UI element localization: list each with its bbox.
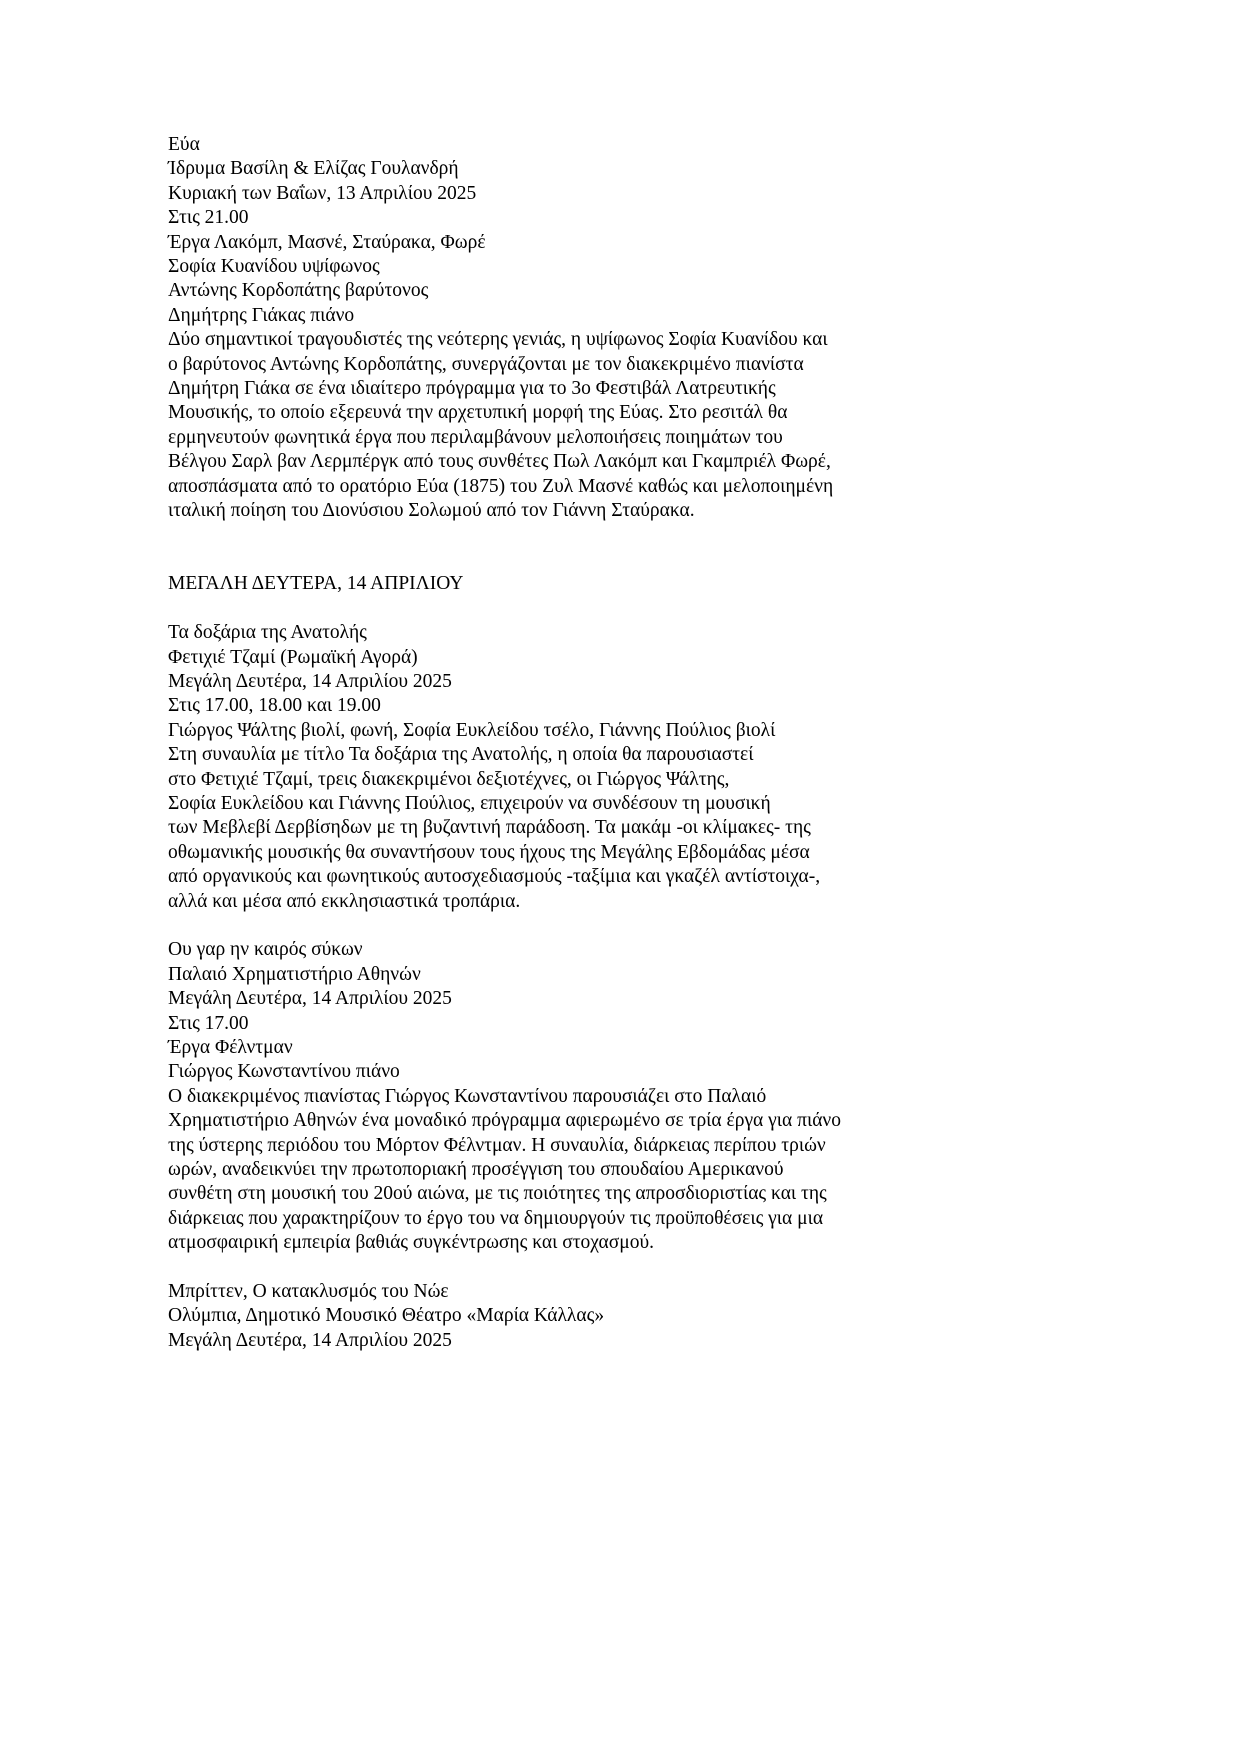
event-time: Στις 17.00: [168, 1012, 249, 1034]
event-description-line: Ο διακεκριμένος πιανίστας Γιώργος Κωνσταντίνου παρουσιάζει στο Παλαιό: [168, 1085, 767, 1107]
event-description-line: Χρηματιστήριο Αθηνών ένα μοναδικό πρόγραμμα αφιερωμένο σε τρία έργα για πιάνο: [168, 1110, 841, 1132]
event-description-line: Δημήτρη Γιάκα σε ένα ιδιαίτερο πρόγραμμα για το 3ο Φεστιβάλ Λατρευτικής: [168, 378, 776, 400]
event-sykon: [168, 938, 1068, 1255]
event-title: Μπρίττεν, Ο κατακλυσμός του Νώε: [168, 1281, 449, 1303]
event-description-line: συνθέτη στη μουσική του 20ού αιώνα, με τις ποιότητες της απροσδιοριστίας και της: [168, 1183, 827, 1205]
event-description-line: Σοφία Ευκλείδου και Γιάννης Πούλιος, επιχειρούν να συνδέσουν τη μουσική: [168, 792, 771, 814]
event-performer: Δημήτρης Γιάκας πιάνο: [168, 304, 355, 326]
event-description-line: ατμοσφαιρική εμπειρία βαθιάς συγκέντρωσης και στοχασμού.: [168, 1232, 654, 1254]
event-performer: Γιώργος Ψάλτης βιολί, φωνή, Σοφία Ευκλείδου τσέλο, Γιάννης Πούλιος βιολί: [168, 719, 776, 741]
event-description-line: αλλά και μέσα από εκκλησιαστικά τροπάρια.: [168, 890, 521, 912]
event-description-line: Βέλγου Σαρλ βαν Λερμπέργκ από τους συνθέτες Πωλ Λακόμπ και Γκαμπριέλ Φωρέ,: [168, 451, 831, 473]
event-venue: Παλαιό Χρηματιστήριο Αθηνών: [168, 963, 421, 985]
event-title: Ου γαρ ην καιρός σύκων: [168, 939, 363, 961]
event-description-line: στο Φετιχιέ Τζαμί, τρεις διακεκριμένοι δεξιοτέχνες, οι Γιώργος Ψάλτης,: [168, 768, 730, 790]
event-date: Μεγάλη Δευτέρα, 14 Απριλίου 2025: [168, 670, 452, 692]
event-description-line: ερμηνευτούν φωνητικά έργα που περιλαμβάνουν μελοποιήσεις ποιημάτων του: [168, 426, 783, 448]
section-heading-block: [168, 572, 1068, 596]
event-description-line: Δύο σημαντικοί τραγουδιστές της νεότερης γενιάς, η υψίφωνος Σοφία Κυανίδου και: [168, 329, 828, 351]
event-britten: [168, 1280, 1068, 1353]
event-description-line: από οργανικούς και φωνητικούς αυτοσχεδιασμούς -ταξίμια και γκαζέλ αντίστοιχα-,: [168, 866, 821, 888]
event-date: Μεγάλη Δευτέρα, 14 Απριλίου 2025: [168, 988, 452, 1010]
event-time: Στις 17.00, 18.00 και 19.00: [168, 695, 381, 717]
event-date: Μεγάλη Δευτέρα, 14 Απριλίου 2025: [168, 1329, 452, 1351]
document-page: [168, 133, 1068, 1353]
event-description-line: ο βαρύτονος Αντώνης Κορδοπάτης, συνεργάζονται με τον διακεκριμένο πιανίστα: [168, 353, 804, 375]
event-description-line: διάρκειας που χαρακτηρίζουν το έργο του να δημιουργούν τις προϋποθέσεις για μια: [168, 1207, 824, 1229]
event-title: Τα δοξάρια της Ανατολής: [168, 622, 367, 644]
event-description-line: ωρών, αναδεικνύει την πρωτοποριακή προσέγγιση του σπουδαίου Αμερικανού: [168, 1159, 784, 1181]
event-works: Έργα Φέλντμαν: [168, 1036, 293, 1058]
event-venue: Φετιχιέ Τζαμί (Ρωμαϊκή Αγορά): [168, 646, 418, 668]
event-performer: Αντώνης Κορδοπάτης βαρύτονος: [168, 280, 429, 302]
event-description-line: των Μεβλεβί Δερβίσηδων με τη βυζαντινή παράδοση. Τα μακάμ -οι κλίμακες- της: [168, 817, 811, 839]
event-description-line: της ύστερης περιόδου του Μόρτον Φέλντμαν. Η συναυλία, διάρκειας περίπου τριών: [168, 1134, 826, 1156]
event-description-line: Στη συναυλία με τίτλο Τα δοξάρια της Ανατολής, η οποία θα παρουσιαστεί: [168, 744, 754, 766]
event-description-line: αποσπάσματα από το ορατόριο Εύα (1875) του Ζυλ Μασνέ καθώς και μελοποιημένη: [168, 475, 834, 497]
event-performer: Σοφία Κυανίδου υψίφωνος: [168, 256, 380, 278]
event-doxaria: [168, 621, 1068, 914]
event-time: Στις 21.00: [168, 207, 249, 229]
event-venue: Ολύμπια, Δημοτικό Μουσικό Θέατρο «Μαρία Κάλλας»: [168, 1305, 605, 1327]
event-description-line: Μουσικής, το οποίο εξερευνά την αρχετυπική μορφή της Εύας. Στο ρεσιτάλ θα: [168, 402, 788, 424]
section-heading: ΜΕΓΑΛΗ ΔΕΥΤΕΡΑ, 14 ΑΠΡΙΛΙΟΥ: [168, 573, 464, 595]
event-description-line: ιταλική ποίηση του Διονύσιου Σολωμού από τον Γιάννη Σταύρακα.: [168, 500, 695, 522]
event-works: Έργα Λακόμπ, Μασνέ, Σταύρακα, Φωρέ: [168, 231, 486, 253]
event-eva: [168, 133, 1068, 524]
event-venue: Ίδρυμα Βασίλη & Ελίζας Γουλανδρή: [168, 158, 459, 180]
event-description-line: οθωμανικής μουσικής θα συναντήσουν τους ήχους της Μεγάλης Εβδομάδας μέσα: [168, 841, 810, 863]
event-title: Εύα: [168, 134, 200, 155]
event-date: Κυριακή των Βαΐων, 13 Απριλίου 2025: [168, 182, 477, 204]
event-performer: Γιώργος Κωνσταντίνου πιάνο: [168, 1061, 400, 1083]
